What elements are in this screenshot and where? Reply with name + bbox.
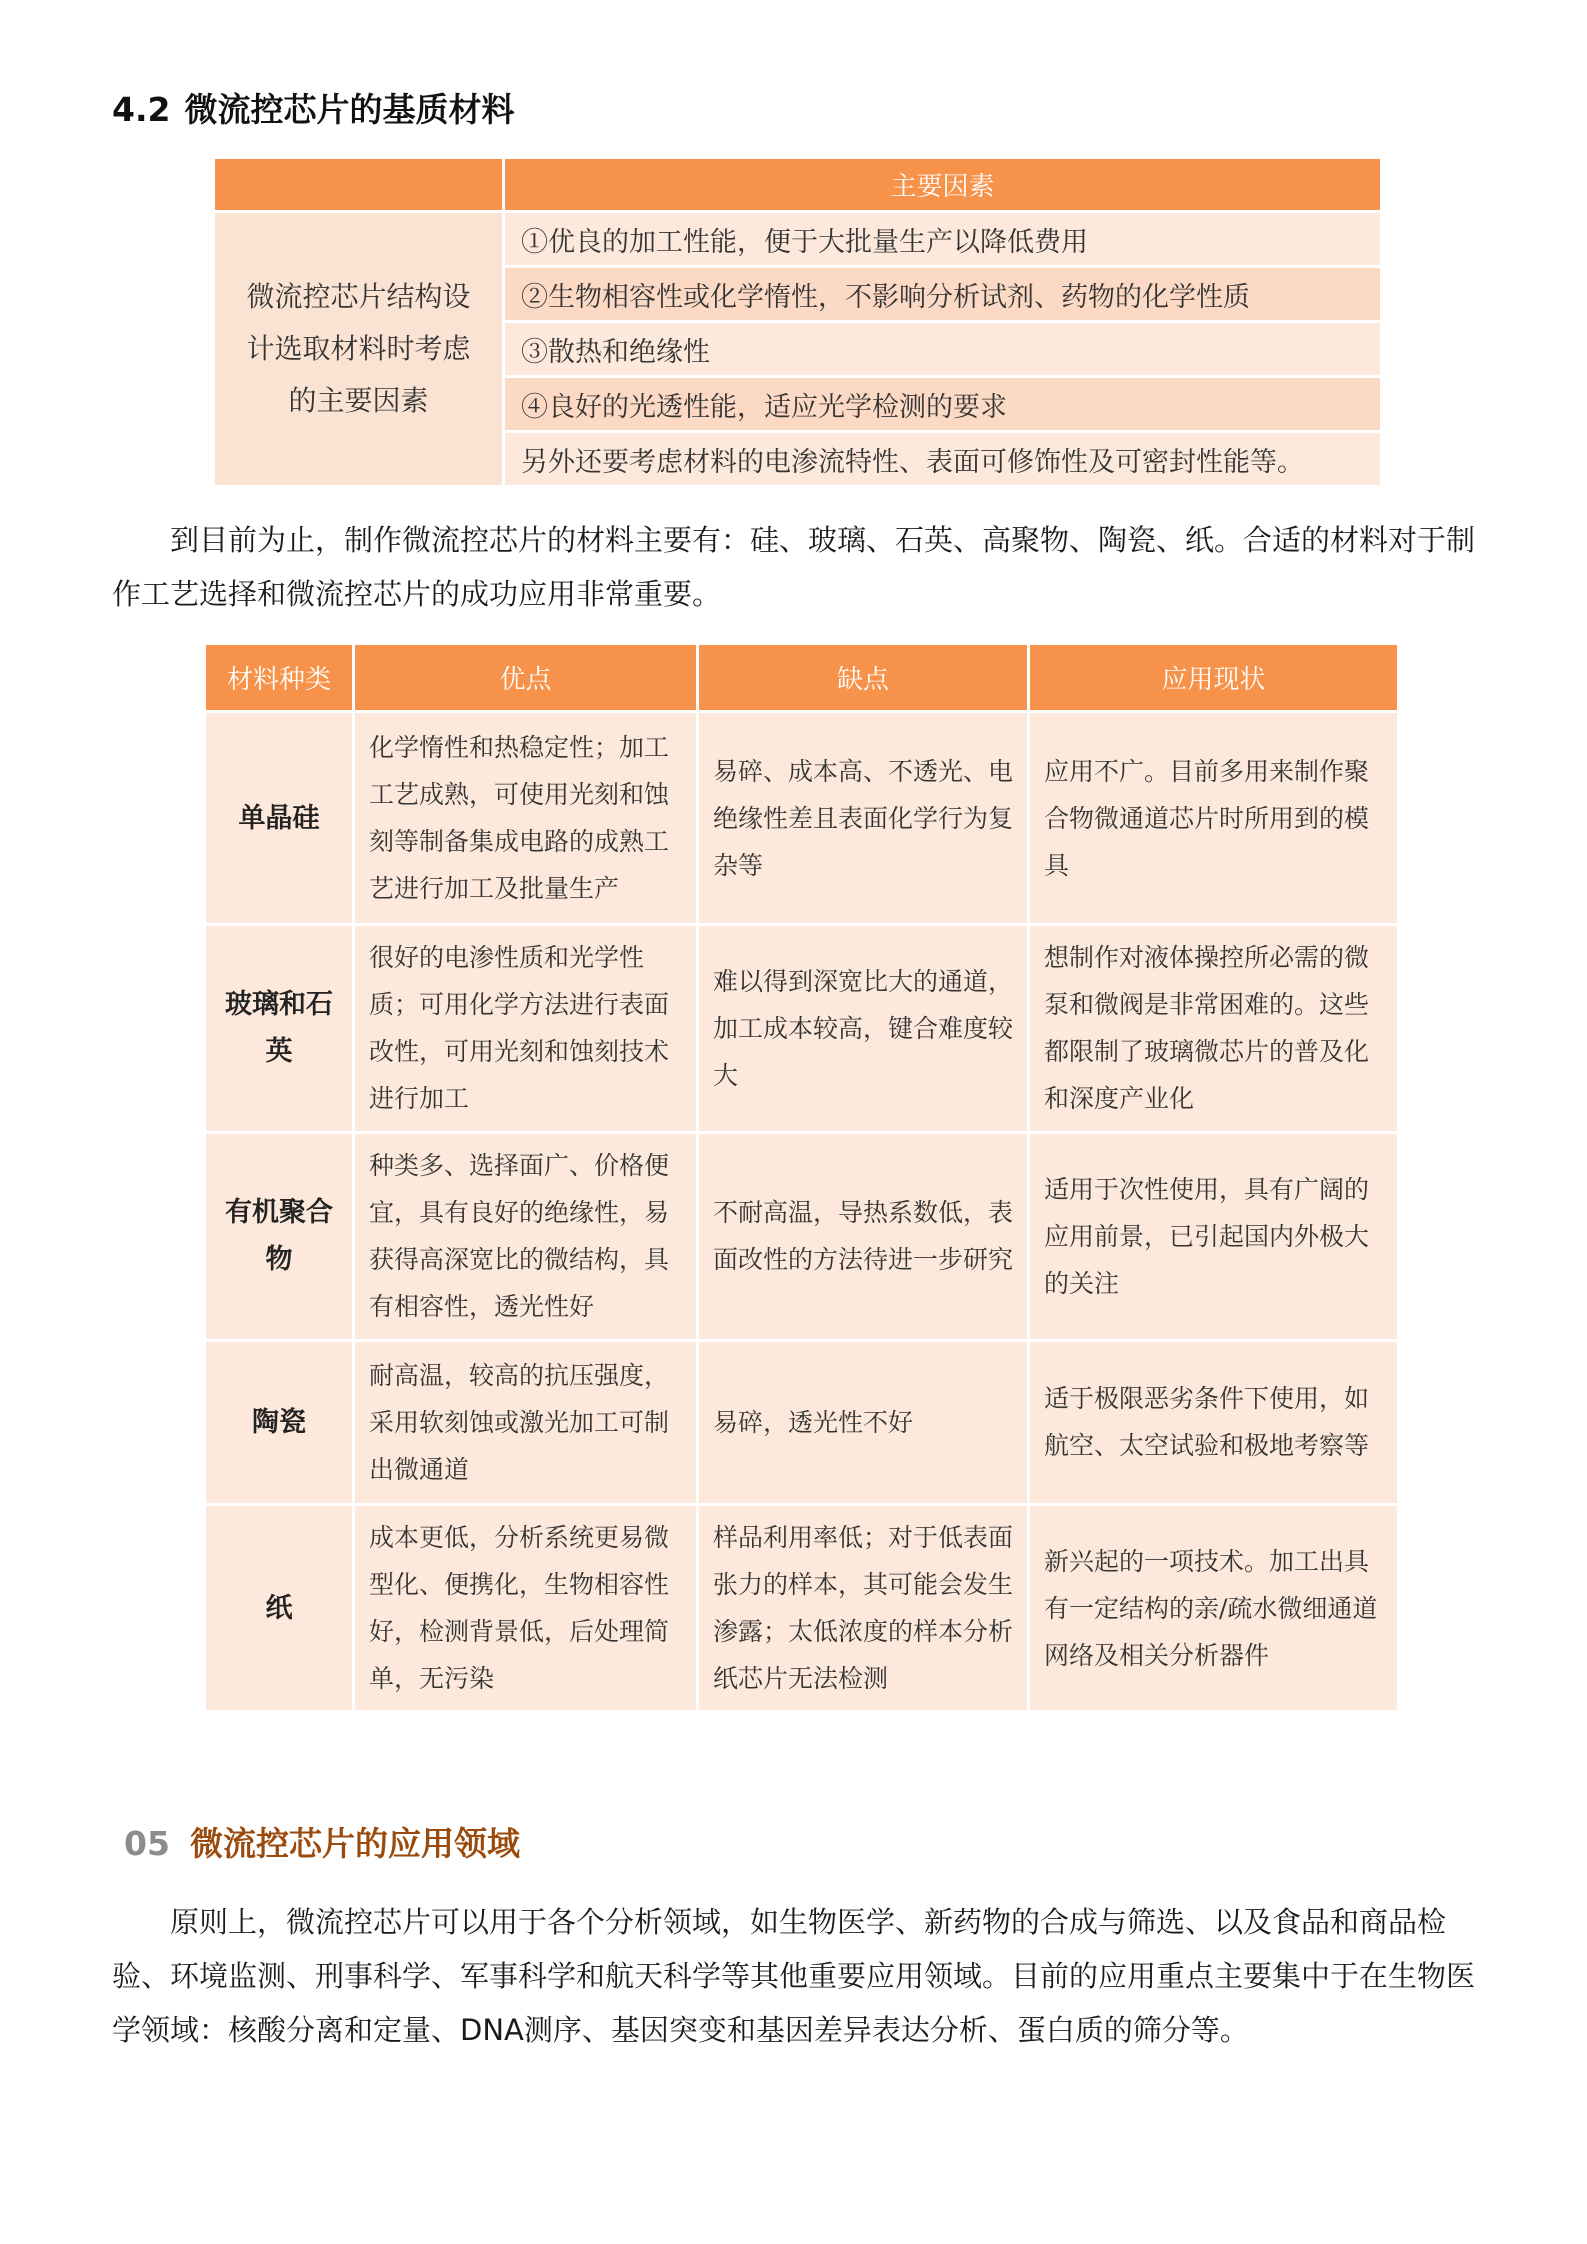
- material-name: 有机聚合物: [205, 1132, 354, 1340]
- factor-item: ①优良的加工性能，便于大批量生产以降低费用: [504, 212, 1382, 267]
- material-pros: 耐高温，较高的抗压强度，采用软刻蚀或激光加工可制出微通道: [354, 1340, 698, 1505]
- table-row: [205, 1505, 1399, 1712]
- material-name: 陶瓷: [205, 1340, 354, 1505]
- factor-table-corner: [214, 158, 504, 212]
- material-cons: 易碎、成本高、不透光、电绝缘性差且表面化学行为复杂等: [698, 712, 1029, 925]
- factor-table-label: 微流控芯片结构设计选取材料时考虑的主要因素: [214, 212, 504, 487]
- material-table: [203, 642, 1400, 1713]
- material-cons: 不耐高温，导热系数低，表面改性的方法待进一步研究: [698, 1132, 1029, 1340]
- material-status: 适用于次性使用，具有广阔的应用前景，已引起国内外极大的关注: [1029, 1132, 1399, 1340]
- factor-item: ②生物相容性或化学惰性，不影响分析试剂、药物的化学性质: [504, 267, 1382, 322]
- material-cons: 难以得到深宽比大的通道，加工成本较高，键合难度较大: [698, 925, 1029, 1133]
- material-name: 玻璃和石英: [205, 925, 354, 1133]
- factor-item: ③散热和绝缘性: [504, 322, 1382, 377]
- material-table-header: 缺点: [698, 644, 1029, 712]
- section-number: 05: [124, 1824, 170, 1863]
- material-pros: 很好的电渗性质和光学性质；可用化学方法进行表面改性，可用光刻和蚀刻技术进行加工: [354, 925, 698, 1133]
- section-heading-4-2: [112, 84, 514, 131]
- factor-table-header: 主要因素: [504, 158, 1382, 212]
- section-number: 4.2: [112, 90, 171, 129]
- material-table-header: 材料种类: [205, 644, 354, 712]
- material-status: 想制作对液体操控所必需的微泵和微阀是非常困难的。这些都限制了玻璃微芯片的普及化和深度产业化: [1029, 925, 1399, 1133]
- section-heading-05: [124, 1818, 520, 1865]
- table-row: [205, 1132, 1399, 1340]
- material-status: 适于极限恶劣条件下使用，如航空、太空试验和极地考察等: [1029, 1340, 1399, 1505]
- table-row: [205, 925, 1399, 1133]
- factor-table: [212, 156, 1383, 488]
- material-table-header: 优点: [354, 644, 698, 712]
- paragraph-materials: 到目前为止，制作微流控芯片的材料主要有：硅、玻璃、石英、高聚物、陶瓷、纸。合适的材料对于制作工艺选择和微流控芯片的成功应用非常重要。: [112, 523, 1476, 611]
- factor-item: 另外还要考虑材料的电渗流特性、表面可修饰性及可密封性能等。: [504, 432, 1382, 487]
- factor-item: ④良好的光透性能，适应光学检测的要求: [504, 377, 1382, 432]
- table-row: [205, 1340, 1399, 1505]
- material-status: 新兴起的一项技术。加工出具有一定结构的亲/疏水微细通道网络及相关分析器件: [1029, 1505, 1399, 1712]
- section-title: 微流控芯片的应用领域: [189, 1824, 520, 1863]
- table-row: [205, 712, 1399, 925]
- material-name: 单晶硅: [205, 712, 354, 925]
- material-pros: 成本更低，分析系统更易微型化、便携化，生物相容性好，检测背景低，后处理简单，无污染: [354, 1505, 698, 1712]
- material-cons: 样品利用率低；对于低表面张力的样本，其可能会发生渗露；太低浓度的样本分析纸芯片无法检测: [698, 1505, 1029, 1712]
- material-table-header: 应用现状: [1029, 644, 1399, 712]
- material-pros: 化学惰性和热稳定性；加工工艺成熟，可使用光刻和蚀刻等制备集成电路的成熟工艺进行加工及批量生产: [354, 712, 698, 925]
- material-cons: 易碎，透光性不好: [698, 1340, 1029, 1505]
- material-pros: 种类多、选择面广、价格便宜，具有良好的绝缘性，易获得高深宽比的微结构，具有相容性，透光性好: [354, 1132, 698, 1340]
- section-title: 微流控芯片的基质材料: [184, 90, 515, 129]
- material-status: 应用不广。目前多用来制作聚合物微通道芯片时所用到的模具: [1029, 712, 1399, 925]
- material-name: 纸: [205, 1505, 354, 1712]
- paragraph-applications: 原则上，微流控芯片可以用于各个分析领域，如生物医学、新药物的合成与筛选、以及食品和商品检验、环境监测、刑事科学、军事科学和航天科学等其他重要应用领域。目前的应用重点主要集中于在生物医学领域：核酸分离和定量、DNA测序、基因突变和基因差异表达分析、蛋白质的筛分等。: [112, 1905, 1476, 2047]
